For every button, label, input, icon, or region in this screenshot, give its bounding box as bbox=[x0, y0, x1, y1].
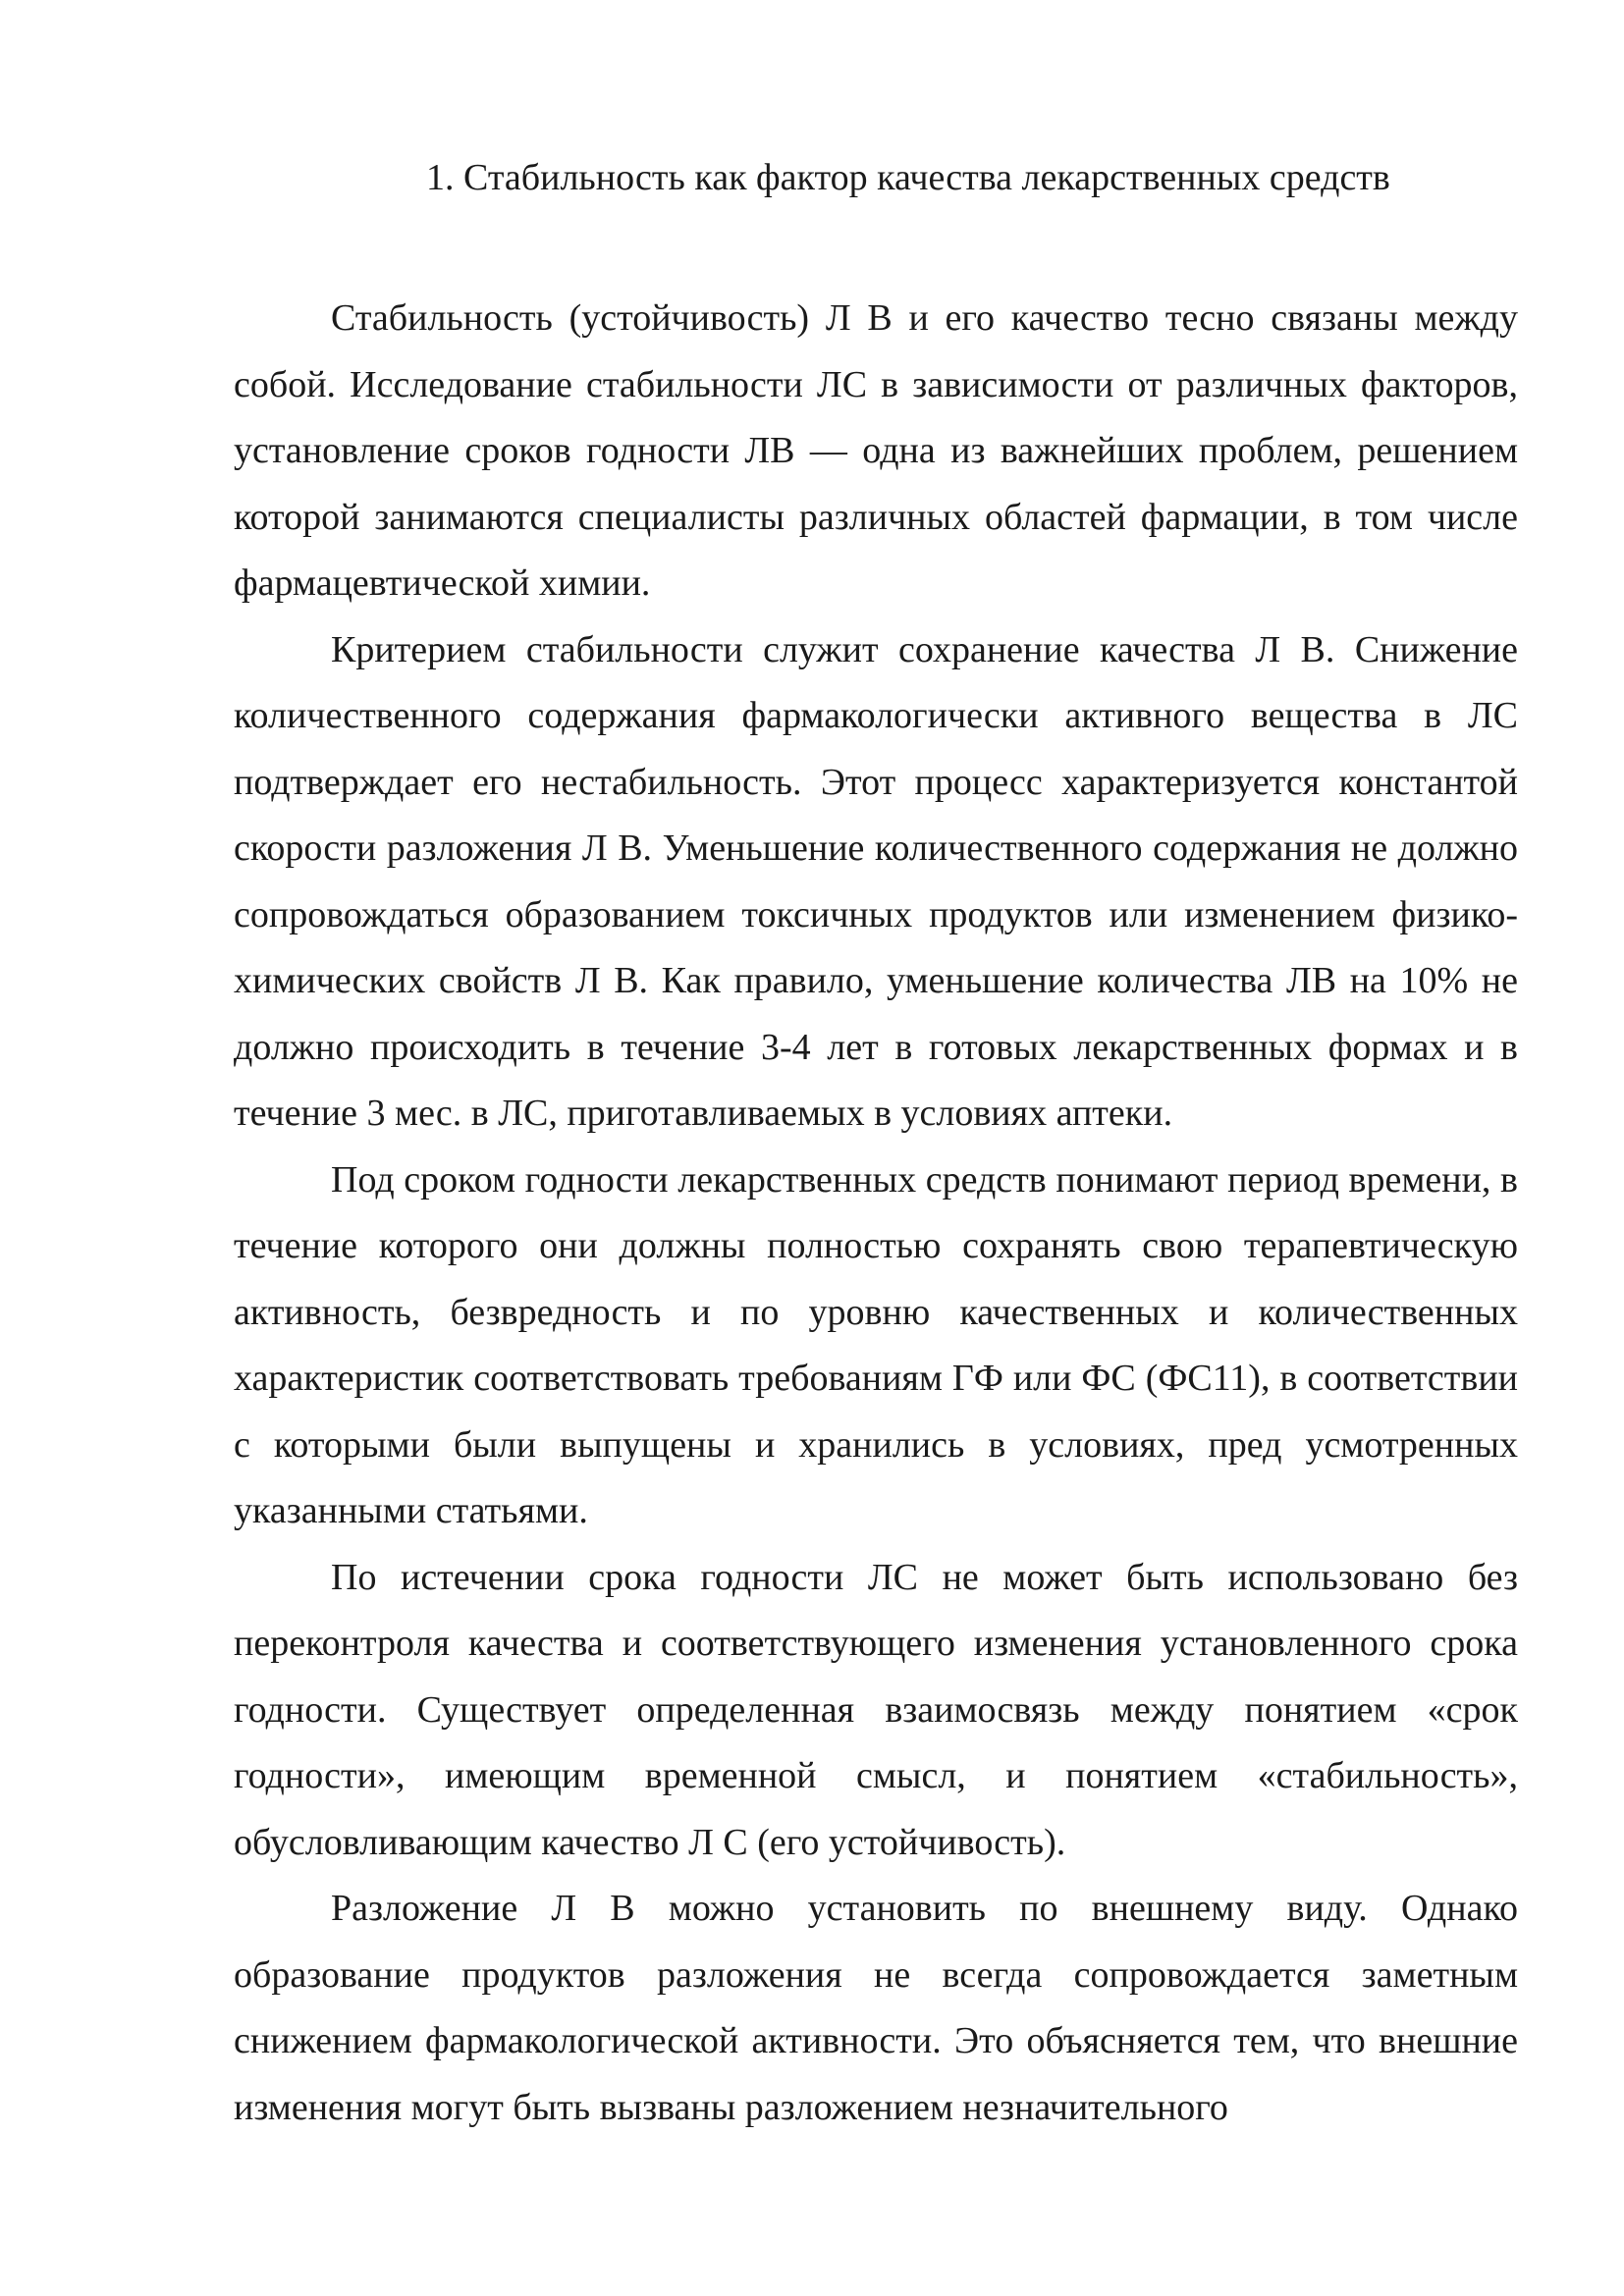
paragraph-4: По истечении срока годности ЛС не может быть использовано без переконтроля качества и соответствующего изменения установленного срока годности. Существует определенная взаимосвязь между понятием «срок годности», имеющим временной смысл, и понятием «стабильность», обусловливающим качество Л С (его устойчивость). bbox=[234, 1556, 1518, 1863]
paragraph-5: Разложение Л В можно установить по внешнему виду. Однако образование продуктов разложения не всегда сопровождается заметным снижением фармакологической активности. Это объясняется тем, что внешние изменения могут быть вызваны разложением незначительного bbox=[234, 1888, 1518, 2128]
paragraph-2: Критерием стабильности служит сохранение качества Л В. Снижение количественного содержания фармакологически активного вещества в ЛС подтверждает его нестабильность. Этот процесс характеризуется константой скорости разложения Л В. Уменьшение количественного содержания не должно сопровождаться образованием токсичных продуктов или изменением физико-химических свойств Л В. Как правило, уменьшение количества ЛВ на 10% не должно происходить в течение 3-4 лет в готовых лекарственных формах и в течение 3 мес. в ЛС, приготавливаемых в условиях аптеки. bbox=[234, 628, 1518, 1134]
paragraph-3: Под сроком годности лекарственных средств понимают период времени, в течение которого они должны полностью сохранять свою терапевтическую активность, безвредность и по уровню качественных и количественных характеристик соответствовать требованиям ГФ или ФС (ФС11), в соответствии с которыми были выпущены и хранились в условиях, пред усмотренных указанными статьями. bbox=[234, 1158, 1518, 1531]
body-text bbox=[234, 286, 1518, 2141]
section-heading: 1. Стабильность как фактор качества лекарственных средств bbox=[426, 157, 1390, 198]
paragraph-1: Стабильность (устойчивость) Л В и его качество тесно связаны между собой. Исследование стабильности ЛС в зависимости от различных факторов, установление сроков годности ЛВ — одна из важнейших проблем, решением которой занимаются специалисты различных областей фармации, в том числе фармацевтической химии. bbox=[234, 297, 1518, 604]
